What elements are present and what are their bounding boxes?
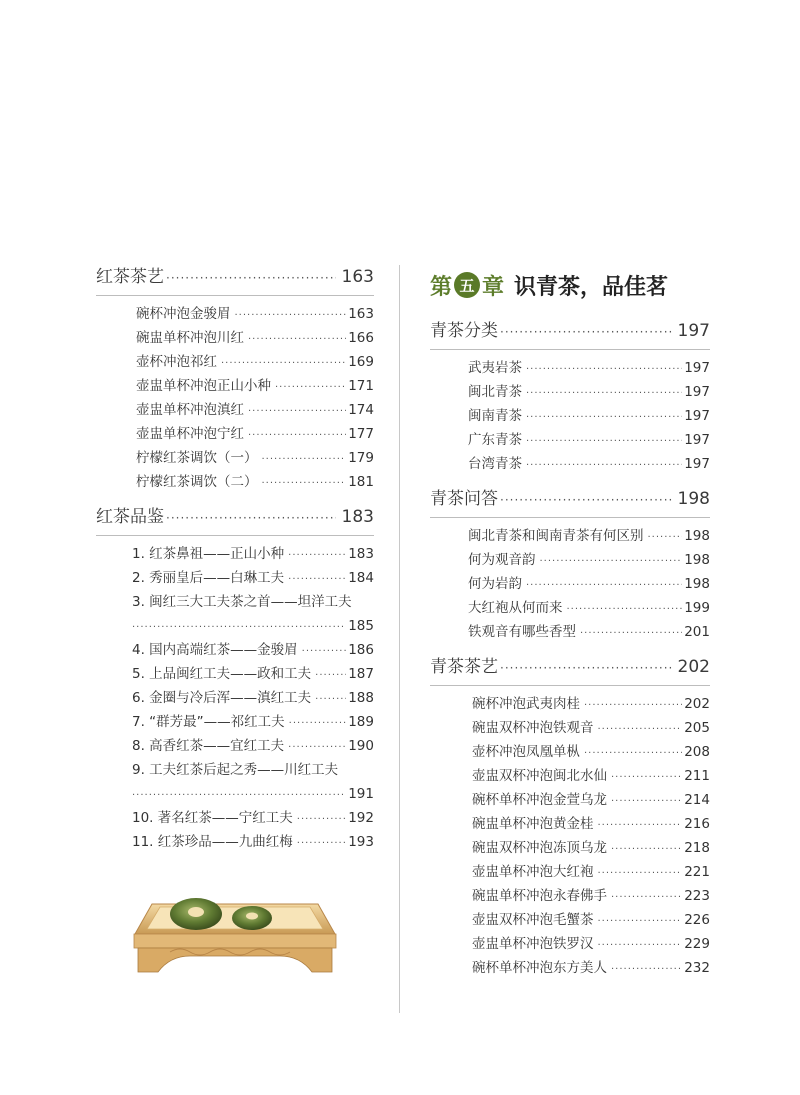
section-title: 青茶分类 bbox=[430, 321, 498, 341]
entry-page: 188 bbox=[348, 690, 374, 706]
leader-dots bbox=[526, 382, 682, 406]
leader-dots bbox=[598, 718, 683, 742]
toc-entry[interactable] bbox=[132, 806, 374, 830]
toc-section bbox=[430, 484, 710, 644]
toc-entry[interactable] bbox=[468, 428, 710, 452]
toc-entry[interactable] bbox=[468, 356, 710, 380]
section-rule bbox=[96, 295, 374, 296]
toc-entry[interactable] bbox=[132, 734, 374, 758]
leader-dots bbox=[302, 640, 347, 664]
entry-title: 壶杯冲泡凤凰单枞 bbox=[472, 744, 580, 760]
toc-entry[interactable] bbox=[472, 716, 710, 740]
section-title: 青茶问答 bbox=[430, 489, 498, 509]
leader-dots bbox=[611, 886, 682, 910]
leader-dots bbox=[297, 808, 346, 832]
entry-page: 197 bbox=[684, 384, 710, 400]
entry-page: 197 bbox=[684, 360, 710, 376]
entry-title: 台湾青茶 bbox=[468, 456, 522, 472]
entry-title: 碗杯冲泡金骏眉 bbox=[136, 306, 231, 322]
section-rule bbox=[430, 517, 710, 518]
entry-title: 7. “群芳最”——祁红工夫 bbox=[132, 714, 285, 730]
leader-dots bbox=[315, 664, 346, 688]
leader-dots bbox=[166, 263, 336, 293]
toc-entry[interactable] bbox=[472, 884, 710, 908]
toc-entry[interactable] bbox=[472, 956, 710, 980]
toc-entry[interactable] bbox=[472, 860, 710, 884]
toc-entry[interactable] bbox=[472, 740, 710, 764]
toc-entry[interactable] bbox=[468, 596, 710, 620]
leader-dots bbox=[289, 712, 347, 736]
entry-page: 193 bbox=[348, 834, 374, 850]
section-page: 198 bbox=[677, 489, 710, 509]
toc-entry[interactable] bbox=[472, 692, 710, 716]
entry-page: 185 bbox=[348, 618, 374, 634]
entry-page: 216 bbox=[684, 816, 710, 832]
entry-title: 10. 著名红茶——宁红工夫 bbox=[132, 810, 293, 826]
toc-list bbox=[96, 302, 374, 494]
leader-dots bbox=[598, 934, 683, 958]
entry-page: 181 bbox=[348, 474, 374, 490]
section-rule bbox=[430, 685, 710, 686]
toc-entry[interactable] bbox=[132, 830, 374, 854]
entry-title: 闽北青茶 bbox=[468, 384, 522, 400]
entry-page: 177 bbox=[348, 426, 374, 442]
toc-entry[interactable] bbox=[136, 350, 374, 374]
toc-entry[interactable] bbox=[136, 398, 374, 422]
entry-page: 223 bbox=[684, 888, 710, 904]
toc-section bbox=[96, 262, 374, 494]
toc-entry[interactable] bbox=[472, 788, 710, 812]
entry-page: 198 bbox=[684, 552, 710, 568]
section-heading[interactable] bbox=[430, 652, 710, 682]
entry-page: 190 bbox=[348, 738, 374, 754]
section-page: 183 bbox=[341, 507, 374, 527]
entry-title: 壶盅双杯冲泡毛蟹茶 bbox=[472, 912, 594, 928]
leader-dots bbox=[584, 694, 682, 718]
leader-dots bbox=[598, 910, 683, 934]
section-page: 197 bbox=[677, 321, 710, 341]
toc-list bbox=[430, 692, 710, 980]
entry-title: 壶盅单杯冲泡大红袍 bbox=[472, 864, 594, 880]
entry-title: 9. 工夫红茶后起之秀——川红工夫 bbox=[132, 762, 339, 778]
toc-section bbox=[96, 502, 374, 854]
entry-title: 3. 闽红三大工夫茶之首——坦洋工夫 bbox=[132, 594, 352, 610]
toc-entry[interactable] bbox=[468, 548, 710, 572]
entry-title: 铁观音有哪些香型 bbox=[468, 624, 576, 640]
leader-dots bbox=[297, 832, 346, 856]
toc-entry[interactable] bbox=[136, 326, 374, 350]
entry-title: 8. 高香红茶——宜红工夫 bbox=[132, 738, 285, 754]
leader-dots bbox=[248, 328, 346, 352]
entry-title: 碗盅单杯冲泡永春佛手 bbox=[472, 888, 607, 904]
entry-title: 壶盅单杯冲泡正山小种 bbox=[136, 378, 271, 394]
entry-title: 4. 国内高端红茶——金骏眉 bbox=[132, 642, 298, 658]
section-title: 红茶品鉴 bbox=[96, 507, 164, 527]
entry-title: 大红袍从何而来 bbox=[468, 600, 563, 616]
entry-title: 壶杯冲泡祁红 bbox=[136, 354, 217, 370]
entry-title: 1. 红茶鼻祖——正山小种 bbox=[132, 546, 285, 562]
entry-title: 碗盅单杯冲泡黄金桂 bbox=[472, 816, 594, 832]
entry-page: 197 bbox=[684, 456, 710, 472]
entry-title: 壶盅双杯冲泡闽北水仙 bbox=[472, 768, 607, 784]
toc-list bbox=[96, 542, 374, 854]
toc-entry[interactable] bbox=[472, 764, 710, 788]
toc-entry[interactable] bbox=[472, 812, 710, 836]
leader-dots bbox=[288, 544, 346, 568]
entry-page: 202 bbox=[684, 696, 710, 712]
section-page: 163 bbox=[341, 267, 374, 287]
leader-dots bbox=[598, 814, 683, 838]
leader-dots bbox=[598, 862, 683, 886]
entry-page: 218 bbox=[684, 840, 710, 856]
entry-page: 183 bbox=[348, 546, 374, 562]
entry-title: 闽南青茶 bbox=[468, 408, 522, 424]
leader-dots bbox=[584, 742, 682, 766]
leader-dots bbox=[611, 766, 682, 790]
leader-dots bbox=[526, 358, 682, 382]
section-rule bbox=[430, 349, 710, 350]
entry-page: 201 bbox=[684, 624, 710, 640]
section-heading[interactable] bbox=[430, 484, 710, 514]
entry-title: 广东青茶 bbox=[468, 432, 522, 448]
leader-dots bbox=[248, 424, 346, 448]
entry-page: 191 bbox=[348, 786, 374, 802]
section-heading[interactable] bbox=[96, 262, 374, 292]
toc-entry[interactable] bbox=[468, 452, 710, 476]
entry-page: 186 bbox=[348, 642, 374, 658]
leader-dots bbox=[315, 688, 346, 712]
entry-page: 232 bbox=[684, 960, 710, 976]
toc-entry[interactable] bbox=[136, 446, 374, 470]
chapter-title: 识青茶，品佳茗 bbox=[514, 273, 669, 300]
toc-entry[interactable] bbox=[468, 404, 710, 428]
entry-page: 205 bbox=[684, 720, 710, 736]
entry-title: 碗杯单杯冲泡金萱乌龙 bbox=[472, 792, 607, 808]
leader-dots bbox=[262, 472, 347, 496]
section-page: 202 bbox=[677, 657, 710, 677]
toc-list bbox=[430, 356, 710, 476]
leader-dots bbox=[288, 736, 346, 760]
entry-page: 226 bbox=[684, 912, 710, 928]
toc-entry[interactable] bbox=[468, 620, 710, 644]
leader-dots bbox=[526, 406, 682, 430]
toc-section bbox=[430, 652, 710, 980]
entry-title: 壶盅单杯冲泡宁红 bbox=[136, 426, 244, 442]
entry-title: 2. 秀丽皇后——白琳工夫 bbox=[132, 570, 285, 586]
toc-entry[interactable] bbox=[136, 302, 374, 326]
toc-entry[interactable] bbox=[472, 932, 710, 956]
entry-page: 192 bbox=[348, 810, 374, 826]
section-heading[interactable] bbox=[430, 316, 710, 346]
section-heading[interactable] bbox=[96, 502, 374, 532]
toc-list bbox=[430, 524, 710, 644]
leader-dots bbox=[567, 598, 683, 622]
section-rule bbox=[96, 535, 374, 536]
entry-title: 何为观音韵 bbox=[468, 552, 536, 568]
leader-dots bbox=[235, 304, 347, 328]
toc-entry[interactable] bbox=[472, 836, 710, 860]
leader-dots bbox=[500, 653, 672, 683]
entry-page: 166 bbox=[348, 330, 374, 346]
chapter-prefix: 第 bbox=[430, 273, 453, 300]
entry-title: 11. 红茶珍品——九曲红梅 bbox=[132, 834, 293, 850]
toc-entry[interactable] bbox=[132, 542, 374, 566]
left-column bbox=[96, 262, 374, 854]
entry-page: 229 bbox=[684, 936, 710, 952]
entry-title: 碗盅双杯冲泡冻顶乌龙 bbox=[472, 840, 607, 856]
toc-entry-wrapped[interactable] bbox=[132, 590, 374, 638]
toc-entry[interactable] bbox=[132, 638, 374, 662]
entry-title: 碗盅双杯冲泡铁观音 bbox=[472, 720, 594, 736]
leader-dots bbox=[540, 550, 683, 574]
entry-title: 碗盅单杯冲泡川红 bbox=[136, 330, 244, 346]
leader-dots bbox=[166, 503, 336, 533]
leader-dots bbox=[611, 958, 682, 982]
entry-page: 171 bbox=[348, 378, 374, 394]
toc-entry[interactable] bbox=[468, 572, 710, 596]
leader-dots bbox=[648, 526, 683, 550]
entry-page: 198 bbox=[684, 528, 710, 544]
toc-entry[interactable] bbox=[132, 566, 374, 590]
entry-title: 碗杯单杯冲泡东方美人 bbox=[472, 960, 607, 976]
leader-dots bbox=[132, 784, 346, 808]
toc-section bbox=[430, 316, 710, 476]
leader-dots bbox=[262, 448, 347, 472]
section-title: 青茶茶艺 bbox=[430, 657, 498, 677]
leader-dots bbox=[275, 376, 346, 400]
section-title: 红茶茶艺 bbox=[96, 267, 164, 287]
entry-page: 208 bbox=[684, 744, 710, 760]
leader-dots bbox=[248, 400, 346, 424]
right-column bbox=[430, 262, 710, 980]
entry-page: 169 bbox=[348, 354, 374, 370]
entry-page: 214 bbox=[684, 792, 710, 808]
entry-page: 221 bbox=[684, 864, 710, 880]
entry-title: 柠檬红茶调饮（一） bbox=[136, 450, 258, 466]
entry-title: 6. 金圈与冷后浑——滇红工夫 bbox=[132, 690, 312, 706]
leader-dots bbox=[611, 838, 682, 862]
entry-title: 壶盅单杯冲泡滇红 bbox=[136, 402, 244, 418]
chapter-suffix: 章 bbox=[482, 273, 505, 300]
toc-entry[interactable] bbox=[136, 470, 374, 494]
leader-dots bbox=[288, 568, 346, 592]
leader-dots bbox=[580, 622, 682, 646]
entry-page: 163 bbox=[348, 306, 374, 322]
entry-page: 197 bbox=[684, 408, 710, 424]
toc-entry[interactable] bbox=[132, 710, 374, 734]
entry-page: 184 bbox=[348, 570, 374, 586]
chapter-number-badge: 五 bbox=[454, 272, 480, 298]
entry-title: 碗杯冲泡武夷肉桂 bbox=[472, 696, 580, 712]
entry-page: 198 bbox=[684, 576, 710, 592]
toc-entry[interactable] bbox=[472, 908, 710, 932]
entry-title: 5. 上品闽红工夫——政和工夫 bbox=[132, 666, 312, 682]
chapter-heading[interactable] bbox=[430, 266, 710, 304]
entry-title: 壶盅单杯冲泡铁罗汉 bbox=[472, 936, 594, 952]
leader-dots bbox=[221, 352, 346, 376]
leader-dots bbox=[500, 485, 672, 515]
column-divider bbox=[399, 265, 400, 1013]
toc-entry[interactable] bbox=[132, 662, 374, 686]
entry-page: 174 bbox=[348, 402, 374, 418]
entry-page: 179 bbox=[348, 450, 374, 466]
toc-entry-wrapped[interactable] bbox=[132, 758, 374, 806]
leader-dots bbox=[526, 430, 682, 454]
toc-entry[interactable] bbox=[468, 380, 710, 404]
leader-dots bbox=[500, 317, 672, 347]
entry-page: 199 bbox=[684, 600, 710, 616]
toc-entry[interactable] bbox=[468, 524, 710, 548]
leader-dots bbox=[611, 790, 682, 814]
leader-dots bbox=[526, 574, 682, 598]
toc-entry[interactable] bbox=[132, 686, 374, 710]
entry-page: 211 bbox=[684, 768, 710, 784]
entry-title: 何为岩韵 bbox=[468, 576, 522, 592]
entry-page: 189 bbox=[348, 714, 374, 730]
leader-dots bbox=[526, 454, 682, 478]
toc-entry[interactable] bbox=[136, 374, 374, 398]
leader-dots bbox=[132, 616, 346, 640]
entry-page: 197 bbox=[684, 432, 710, 448]
entry-title: 武夷岩茶 bbox=[468, 360, 522, 376]
entry-title: 闽北青茶和闽南青茶有何区别 bbox=[468, 528, 644, 544]
toc-entry[interactable] bbox=[136, 422, 374, 446]
entry-title: 柠檬红茶调饮（二） bbox=[136, 474, 258, 490]
tea-tray-illustration bbox=[130, 882, 340, 974]
entry-page: 187 bbox=[348, 666, 374, 682]
